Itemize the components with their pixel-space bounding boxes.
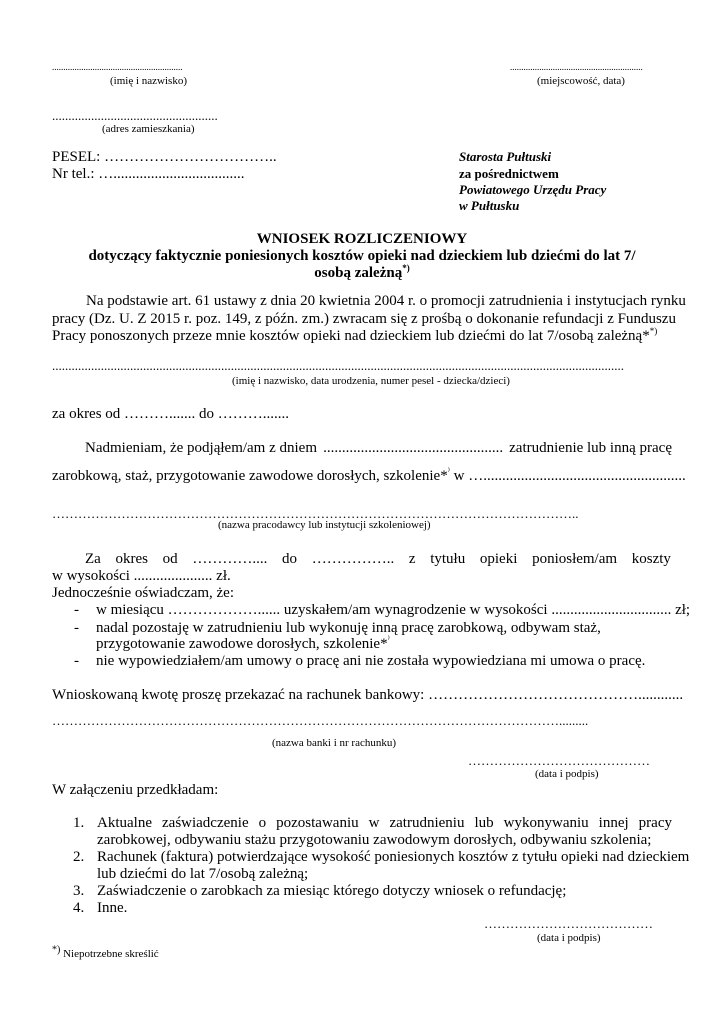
address-dots: ................................................... xyxy=(52,108,218,123)
attachment-number: 2. xyxy=(73,849,85,865)
subtitle-footnote-mark: *) xyxy=(402,263,410,273)
recipient-line-3: Powiatowego Urzędu Pracy xyxy=(459,182,607,197)
declaration-item-text: nadal pozostaję w zatrudnieniu lub wykonuję inną pracę zarobkową, odbywam staż, xyxy=(96,620,601,636)
bank-label: (nazwa banki i nr rachunku) xyxy=(272,737,397,749)
employer-label: (nazwa pracodawcy lub instytucji szkoleniowej) xyxy=(218,519,431,531)
bullet-marker: - xyxy=(74,602,79,618)
employment-date-dots: ................................................ xyxy=(323,440,504,456)
intro-footnote-mark: *) xyxy=(649,326,658,336)
attachment-number: 1. xyxy=(73,815,85,831)
costs-word: opieki xyxy=(479,551,518,567)
costs-from-dots: ………….... xyxy=(192,551,268,567)
signature-2-dots: ………………………………… xyxy=(484,916,653,931)
attachment-number: 4. xyxy=(73,900,85,916)
employment-line-1 xyxy=(85,439,672,457)
costs-word: koszty xyxy=(631,551,671,567)
intro-line-1: Na podstawie art. 61 ustawy z dnia 20 kwietnia 2004 r. o promocji zatrudnienia i instytucjach rynku xyxy=(86,293,686,309)
employment-place-dots: w …...................................................... xyxy=(449,468,686,484)
bank-line-1: Wnioskowaną kwotę proszę przekazać na rachunek bankowy: ……………………………………............ xyxy=(52,687,684,703)
address-label: (adres zamieszkania) xyxy=(102,123,195,135)
attachment-text: Aktualne zaświadczenie o pozostawaniu w zatrudnieniu lub wykonywaniu innej pracy xyxy=(97,815,672,831)
document-subtitle-2 xyxy=(0,264,724,282)
attachment-text-cont: zarobkowej, odbywaniu stażu przygotowaniu zawodowym dorosłych, odbywaniu szkolenia; xyxy=(97,832,652,848)
bullet-marker: - xyxy=(74,620,79,636)
recipient-line-2: za pośrednictwem xyxy=(459,166,559,181)
recipient-line-1: Starosta Pułtuski xyxy=(459,149,552,164)
costs-word: Za xyxy=(85,551,101,567)
costs-word: do xyxy=(282,551,298,567)
child-dots: ................................................................................................................................................................................ xyxy=(52,358,624,373)
recipient-line-4: w Pułtusku xyxy=(459,198,520,213)
intro-line-2: pracy (Dz. U. Z 2015 r. poz. 149, z późn. zm.) zwracam się z prośbą o dokonanie refundacji z Funduszu xyxy=(52,311,676,327)
declaration-item-text-part: przygotowanie zawodowe dorosłych, szkolenie* xyxy=(96,636,388,652)
declaration-footnote-mark: ⁾ xyxy=(387,634,390,644)
declaration-item-text: nie wypowiedziałem/am umowy o pracę ani nie została wypowiedziana mi umowa o pracę. xyxy=(96,653,646,669)
place-date-dots: ........................................................... xyxy=(510,62,643,72)
costs-line-1 xyxy=(85,550,671,568)
bullet-marker: - xyxy=(74,653,79,669)
footnote xyxy=(52,944,159,961)
costs-to-dots: …………….. xyxy=(311,551,395,567)
footnote-mark: *) xyxy=(52,944,61,956)
intro-line-3 xyxy=(52,327,657,345)
phone-line: Nr tel.: …................................... xyxy=(52,166,245,182)
declaration-item-text: w miesiącu ………………...... uzyskałem/am wynagrodzenie w wysokości ................................ zł; xyxy=(96,602,691,618)
employment-forms-text: zarobkową, staż, przygotowanie zawodowe dorosłych, szkolenie* xyxy=(52,468,448,484)
declaration-item-text xyxy=(96,635,390,653)
footnote-text: Niepotrzebne skreślić xyxy=(60,948,159,960)
signature-1-label: (data i podpis) xyxy=(535,768,599,780)
costs-amount-line: w wysokości ..................... zł. xyxy=(52,568,231,584)
costs-word: od xyxy=(162,551,178,567)
signature-1-dots: …………………………………… xyxy=(468,753,650,768)
signature-2-label: (data i podpis) xyxy=(537,932,601,944)
attachment-text: Inne. xyxy=(97,900,128,916)
employment-line-2 xyxy=(52,467,686,485)
bank-dots: ………………………………………………………………………………………………………......... xyxy=(52,713,589,728)
costs-word: poniosłem/am xyxy=(532,551,618,567)
costs-word: z xyxy=(408,551,416,567)
costs-word: tytułu xyxy=(430,551,466,567)
costs-word: okres xyxy=(115,551,148,567)
attachment-text-cont: lub dziećmi do lat 7/osobą zależną; xyxy=(97,866,309,882)
employment-type-text: zatrudnienie lub inną pracę xyxy=(509,440,672,456)
pesel-line: PESEL: …………………………….. xyxy=(52,149,277,165)
child-label: (imię i nazwisko, data urodzenia, numer pesel - dziecka/dzieci) xyxy=(232,375,510,387)
attachment-text: Rachunek (faktura) potwierdzające wysokość poniesionych kosztów z tytułu opieki nad dzieckiem xyxy=(97,849,690,865)
attachment-number: 3. xyxy=(73,883,85,899)
declaration-intro: Jednocześnie oświadczam, że: xyxy=(52,585,234,601)
period-line: za okres od ………....... do ………....... xyxy=(52,406,290,422)
subtitle-text: osobą zależną xyxy=(314,265,403,281)
intro-line-3-text: Pracy ponoszonych przeze mnie kosztów opieki nad dzieckiem lub dziećmi do lat 7/osobą zależną* xyxy=(52,328,650,344)
name-dots: .......................................................... xyxy=(52,62,183,72)
name-label: (imię i nazwisko) xyxy=(110,75,187,87)
attachments-heading: W załączeniu przedkładam: xyxy=(52,782,219,798)
document-subtitle-1: dotyczący faktycznie poniesionych kosztów opieki nad dzieckiem lub dziećmi do lat 7/ xyxy=(88,248,636,264)
employment-start-text: Nadmieniam, że podjąłem/am z dniem xyxy=(85,440,318,456)
attachment-text: Zaświadczenie o zarobkach za miesiąc którego dotyczy wniosek o refundację; xyxy=(97,883,567,899)
employer-dots: ………………………………………………………………………………………………………….. xyxy=(52,506,579,521)
place-date-label: (miejscowość, data) xyxy=(537,75,625,87)
document-title: WNIOSEK ROZLICZENIOWY xyxy=(256,231,468,247)
employment-footnote-mark: ⁾ xyxy=(447,466,450,476)
